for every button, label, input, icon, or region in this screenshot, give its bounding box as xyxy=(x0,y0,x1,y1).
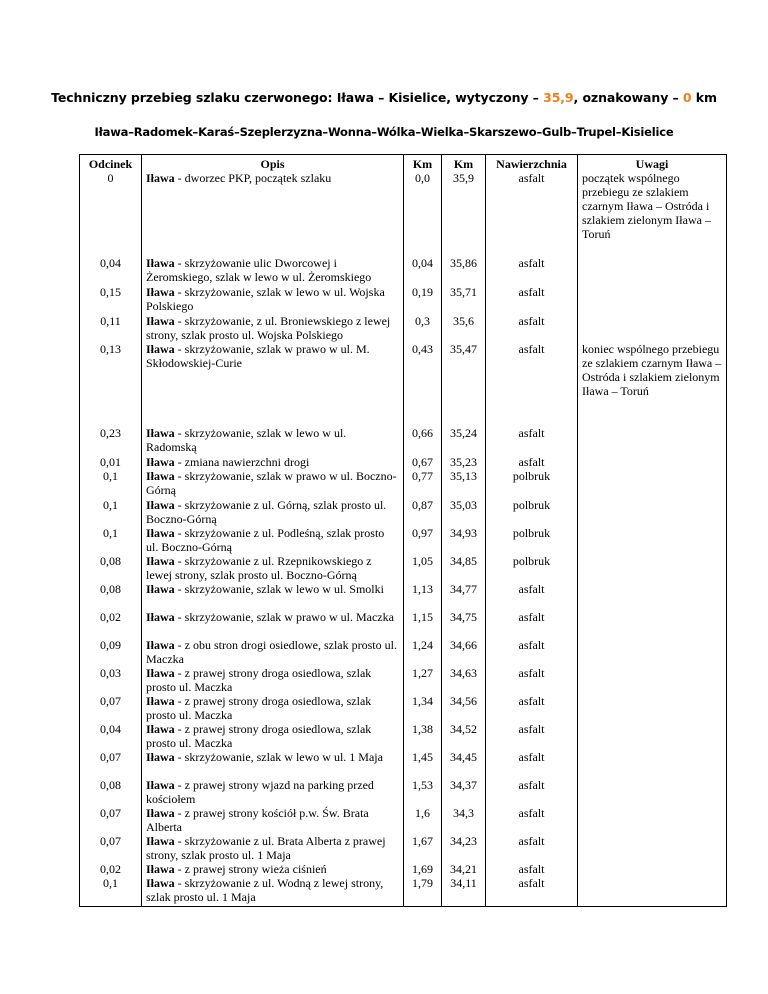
odcinek-cell: 0,08 xyxy=(80,778,142,806)
km-from-start-cell: 0,67 xyxy=(404,455,442,469)
uwagi-cell xyxy=(578,876,727,906)
km-from-start-cell: 1,67 xyxy=(404,834,442,862)
place-name: Iława xyxy=(146,256,175,270)
title-signed-km: 0 xyxy=(682,90,692,105)
odcinek-cell: 0,02 xyxy=(80,862,142,876)
uwagi-cell xyxy=(578,722,727,750)
place-name: Iława xyxy=(146,171,175,185)
table-row xyxy=(80,285,727,314)
opis-cell xyxy=(142,426,404,455)
uwagi-cell xyxy=(578,426,727,455)
header-km-to-end: Km xyxy=(442,155,486,172)
uwagi-cell xyxy=(578,526,727,554)
nawierzchnia-cell: asfalt xyxy=(486,256,578,285)
place-name: Iława xyxy=(146,455,175,469)
table-row xyxy=(80,862,727,876)
km-from-start-cell: 1,34 xyxy=(404,694,442,722)
nawierzchnia-cell: asfalt xyxy=(486,876,578,906)
description-text: - skrzyżowanie, szlak w lewo w ul. Wojska Polskiego xyxy=(146,285,385,313)
opis-cell xyxy=(142,638,404,666)
title-prefix: Techniczny przebieg szlaku czerwonego: Iława – Kisielice, wytyczony – xyxy=(51,90,544,105)
odcinek-cell: 0,08 xyxy=(80,554,142,582)
uwagi-cell xyxy=(578,314,727,342)
nawierzchnia-cell: asfalt xyxy=(486,806,578,834)
km-to-end-cell: 35,47 xyxy=(442,342,486,426)
km-to-end-cell: 34,3 xyxy=(442,806,486,834)
opis-cell xyxy=(142,285,404,314)
table-row xyxy=(80,666,727,694)
description-text: - zmiana nawierzchni drogi xyxy=(174,455,310,469)
uwagi-cell xyxy=(578,610,727,638)
uwagi-cell: początek wspólnego przebiegu ze szlakiem czarnym Iława – Ostróda i szlakiem zielonym Iława – Toruń xyxy=(578,171,727,256)
opis-cell xyxy=(142,526,404,554)
km-to-end-cell: 35,03 xyxy=(442,498,486,526)
table-row xyxy=(80,834,727,862)
opis-cell xyxy=(142,582,404,610)
km-from-start-cell: 0,87 xyxy=(404,498,442,526)
place-name: Iława xyxy=(146,285,175,299)
km-from-start-cell: 1,53 xyxy=(404,778,442,806)
place-name: Iława xyxy=(146,722,175,736)
table-row xyxy=(80,314,727,342)
km-to-end-cell: 34,23 xyxy=(442,834,486,862)
km-to-end-cell: 35,86 xyxy=(442,256,486,285)
km-to-end-cell: 35,71 xyxy=(442,285,486,314)
opis-cell xyxy=(142,554,404,582)
uwagi-cell xyxy=(578,750,727,778)
table-row xyxy=(80,455,727,469)
km-to-end-cell: 34,45 xyxy=(442,750,486,778)
opis-cell xyxy=(142,498,404,526)
header-uwagi: Uwagi xyxy=(578,155,727,172)
uwagi-cell: koniec wspólnego przebiegu ze szlakiem czarnym Iława – Ostróda i szlakiem zielonym Iława – Toruń xyxy=(578,342,727,426)
nawierzchnia-cell: asfalt xyxy=(486,342,578,426)
opis-cell xyxy=(142,834,404,862)
header-km-from-start: Km xyxy=(404,155,442,172)
place-name: Iława xyxy=(146,778,175,792)
uwagi-cell xyxy=(578,666,727,694)
nawierzchnia-cell: asfalt xyxy=(486,171,578,256)
place-name: Iława xyxy=(146,469,175,483)
description-text: - skrzyżowanie, szlak w lewo w ul. 1 Maja xyxy=(174,750,383,764)
place-name: Iława xyxy=(146,582,175,596)
place-name: Iława xyxy=(146,666,175,680)
km-to-end-cell: 34,56 xyxy=(442,694,486,722)
opis-cell xyxy=(142,610,404,638)
nawierzchnia-cell: asfalt xyxy=(486,778,578,806)
odcinek-cell: 0,04 xyxy=(80,256,142,285)
nawierzchnia-cell: asfalt xyxy=(486,426,578,455)
km-to-end-cell: 35,6 xyxy=(442,314,486,342)
nawierzchnia-cell: polbruk xyxy=(486,554,578,582)
uwagi-cell xyxy=(578,455,727,469)
odcinek-cell: 0,03 xyxy=(80,666,142,694)
description-text: - skrzyżowanie z ul. Podleśną, szlak prosto ul. Boczno-Górną xyxy=(146,526,385,554)
km-to-end-cell: 35,9 xyxy=(442,171,486,256)
uwagi-cell xyxy=(578,256,727,285)
table-row xyxy=(80,778,727,806)
nawierzchnia-cell: asfalt xyxy=(486,582,578,610)
description-text: - z prawej strony droga osiedlowa, szlak prosto ul. Maczka xyxy=(146,666,372,694)
km-from-start-cell: 1,79 xyxy=(404,876,442,906)
odcinek-cell: 0,13 xyxy=(80,342,142,426)
table-row xyxy=(80,750,727,778)
trail-table xyxy=(79,154,727,907)
table-row xyxy=(80,554,727,582)
km-to-end-cell: 35,24 xyxy=(442,426,486,455)
km-from-start-cell: 1,24 xyxy=(404,638,442,666)
place-name: Iława xyxy=(146,694,175,708)
km-to-end-cell: 34,75 xyxy=(442,610,486,638)
odcinek-cell: 0,04 xyxy=(80,722,142,750)
place-name: Iława xyxy=(146,806,175,820)
nawierzchnia-cell: asfalt xyxy=(486,834,578,862)
title-marked-km: 35,9 xyxy=(543,90,574,105)
odcinek-cell: 0,07 xyxy=(80,750,142,778)
place-name: Iława xyxy=(146,526,175,540)
opis-cell xyxy=(142,256,404,285)
table-row xyxy=(80,342,727,426)
description-text: - skrzyżowanie z ul. Brata Alberta z prawej strony, szlak prosto ul. 1 Maja xyxy=(146,834,386,862)
nawierzchnia-cell: asfalt xyxy=(486,314,578,342)
km-to-end-cell: 34,52 xyxy=(442,722,486,750)
uwagi-cell xyxy=(578,862,727,876)
nawierzchnia-cell: asfalt xyxy=(486,694,578,722)
table-row xyxy=(80,526,727,554)
km-from-start-cell: 0,77 xyxy=(404,469,442,498)
description-text: - skrzyżowanie, szlak w lewo w ul. Smolki xyxy=(174,582,384,596)
table-row xyxy=(80,171,727,256)
odcinek-cell: 0,09 xyxy=(80,638,142,666)
odcinek-cell: 0,07 xyxy=(80,694,142,722)
description-text: - z prawej strony kościół p.w. Św. Brata Alberta xyxy=(146,806,369,834)
title-middle: , oznakowany – xyxy=(573,90,683,105)
odcinek-cell: 0,07 xyxy=(80,834,142,862)
km-from-start-cell: 0,66 xyxy=(404,426,442,455)
header-nawierzchnia: Nawierzchnia xyxy=(486,155,578,172)
title-suffix: km xyxy=(691,90,717,105)
nawierzchnia-cell: asfalt xyxy=(486,666,578,694)
opis-cell xyxy=(142,778,404,806)
table-row xyxy=(80,610,727,638)
opis-cell xyxy=(142,455,404,469)
opis-cell xyxy=(142,876,404,906)
km-from-start-cell: 0,97 xyxy=(404,526,442,554)
uwagi-cell xyxy=(578,285,727,314)
odcinek-cell: 0,01 xyxy=(80,455,142,469)
km-from-start-cell: 1,15 xyxy=(404,610,442,638)
place-name: Iława xyxy=(146,750,175,764)
opis-cell xyxy=(142,469,404,498)
place-name: Iława xyxy=(146,610,175,624)
description-text: - skrzyżowanie z ul. Górną, szlak prosto ul. Boczno-Górną xyxy=(146,498,387,526)
odcinek-cell: 0,1 xyxy=(80,498,142,526)
km-from-start-cell: 1,38 xyxy=(404,722,442,750)
uwagi-cell xyxy=(578,806,727,834)
km-to-end-cell: 34,66 xyxy=(442,638,486,666)
place-name: Iława xyxy=(146,498,175,512)
km-to-end-cell: 34,37 xyxy=(442,778,486,806)
description-text: - dworzec PKP, początek szlaku xyxy=(174,171,332,185)
uwagi-cell xyxy=(578,582,727,610)
km-from-start-cell: 1,27 xyxy=(404,666,442,694)
place-name: Iława xyxy=(146,638,175,652)
table-row xyxy=(80,582,727,610)
km-to-end-cell: 34,21 xyxy=(442,862,486,876)
nawierzchnia-cell: asfalt xyxy=(486,610,578,638)
odcinek-cell: 0,02 xyxy=(80,610,142,638)
header-odcinek: Odcinek xyxy=(80,155,142,172)
document-title xyxy=(0,90,768,105)
place-name: Iława xyxy=(146,834,175,848)
table-row xyxy=(80,638,727,666)
uwagi-cell xyxy=(578,498,727,526)
km-from-start-cell: 1,6 xyxy=(404,806,442,834)
nawierzchnia-cell: polbruk xyxy=(486,498,578,526)
km-from-start-cell: 1,69 xyxy=(404,862,442,876)
km-to-end-cell: 34,11 xyxy=(442,876,486,906)
place-name: Iława xyxy=(146,426,175,440)
place-name: Iława xyxy=(146,554,175,568)
nawierzchnia-cell: asfalt xyxy=(486,638,578,666)
opis-cell xyxy=(142,314,404,342)
opis-cell xyxy=(142,862,404,876)
km-to-end-cell: 34,85 xyxy=(442,554,486,582)
opis-cell xyxy=(142,722,404,750)
table-row xyxy=(80,426,727,455)
km-from-start-cell: 1,13 xyxy=(404,582,442,610)
opis-cell xyxy=(142,666,404,694)
km-to-end-cell: 34,63 xyxy=(442,666,486,694)
opis-cell xyxy=(142,806,404,834)
km-from-start-cell: 1,45 xyxy=(404,750,442,778)
nawierzchnia-cell: asfalt xyxy=(486,722,578,750)
uwagi-cell xyxy=(578,778,727,806)
km-to-end-cell: 34,93 xyxy=(442,526,486,554)
opis-cell xyxy=(142,342,404,426)
nawierzchnia-cell: asfalt xyxy=(486,750,578,778)
description-text: - z obu stron drogi osiedlowe, szlak prosto ul. Maczka xyxy=(146,638,397,666)
place-name: Iława xyxy=(146,314,175,328)
km-to-end-cell: 35,13 xyxy=(442,469,486,498)
uwagi-cell xyxy=(578,638,727,666)
table-row xyxy=(80,876,727,906)
uwagi-cell xyxy=(578,834,727,862)
table-row xyxy=(80,498,727,526)
uwagi-cell xyxy=(578,554,727,582)
odcinek-cell: 0,15 xyxy=(80,285,142,314)
nawierzchnia-cell: asfalt xyxy=(486,455,578,469)
odcinek-cell: 0,1 xyxy=(80,526,142,554)
km-from-start-cell: 0,43 xyxy=(404,342,442,426)
km-from-start-cell: 0,3 xyxy=(404,314,442,342)
odcinek-cell: 0,1 xyxy=(80,876,142,906)
description-text: - z prawej strony wjazd na parking przed kościołem xyxy=(146,778,374,806)
place-name: Iława xyxy=(146,342,175,356)
odcinek-cell: 0,11 xyxy=(80,314,142,342)
route-line: Iława–Radomek–Karaś–Szeplerzyzna–Wonna–Wólka–Wielka–Skarszewo–Gulb–Trupel–Kisielice xyxy=(94,125,674,139)
odcinek-cell: 0,1 xyxy=(80,469,142,498)
nawierzchnia-cell: asfalt xyxy=(486,285,578,314)
opis-cell xyxy=(142,171,404,256)
km-from-start-cell: 1,05 xyxy=(404,554,442,582)
km-from-start-cell: 0,0 xyxy=(404,171,442,256)
uwagi-cell xyxy=(578,694,727,722)
header-opis: Opis xyxy=(142,155,404,172)
table-row xyxy=(80,722,727,750)
odcinek-cell: 0,08 xyxy=(80,582,142,610)
opis-cell xyxy=(142,750,404,778)
table-row xyxy=(80,806,727,834)
table-header-row xyxy=(80,155,727,172)
opis-cell xyxy=(142,694,404,722)
table-row xyxy=(80,694,727,722)
table-body xyxy=(80,171,727,906)
km-to-end-cell: 34,77 xyxy=(442,582,486,610)
description-text: - skrzyżowanie, szlak w lewo w ul. Radomską xyxy=(146,426,347,454)
description-text: - z prawej strony droga osiedlowa, szlak prosto ul. Maczka xyxy=(146,722,372,750)
odcinek-cell: 0 xyxy=(80,171,142,256)
description-text: - skrzyżowanie z ul. Wodną z lewej strony, szlak prosto ul. 1 Maja xyxy=(146,876,384,904)
odcinek-cell: 0,07 xyxy=(80,806,142,834)
odcinek-cell: 0,23 xyxy=(80,426,142,455)
place-name: Iława xyxy=(146,862,175,876)
place-name: Iława xyxy=(146,876,175,890)
table-row xyxy=(80,256,727,285)
nawierzchnia-cell: polbruk xyxy=(486,526,578,554)
description-text: - skrzyżowanie ulic Dworcowej i Żeromskiego, szlak w lewo w ul. Żeromskiego xyxy=(146,256,372,284)
description-text: - skrzyżowanie, szlak w prawo w ul. Maczka xyxy=(174,610,394,624)
km-from-start-cell: 0,19 xyxy=(404,285,442,314)
description-text: - skrzyżowanie, z ul. Broniewskiego z lewej strony, szlak prosto ul. Wojska Polskiego xyxy=(146,314,391,342)
nawierzchnia-cell: asfalt xyxy=(486,862,578,876)
km-to-end-cell: 35,23 xyxy=(442,455,486,469)
nawierzchnia-cell: polbruk xyxy=(486,469,578,498)
description-text: - z prawej strony droga osiedlowa, szlak prosto ul. Maczka xyxy=(146,694,372,722)
description-text: - z prawej strony wieża ciśnień xyxy=(174,862,327,876)
km-from-start-cell: 0,04 xyxy=(404,256,442,285)
description-text: - skrzyżowanie, szlak w prawo w ul. Boczno-Górną xyxy=(146,469,397,497)
description-text: - skrzyżowanie, szlak w prawo w ul. M. Skłodowskiej-Curie xyxy=(146,342,370,370)
table-row xyxy=(80,469,727,498)
description-text: - skrzyżowanie z ul. Rzepnikowskiego z lewej strony, szlak prosto ul. Boczno-Górną xyxy=(146,554,372,582)
uwagi-cell xyxy=(578,469,727,498)
